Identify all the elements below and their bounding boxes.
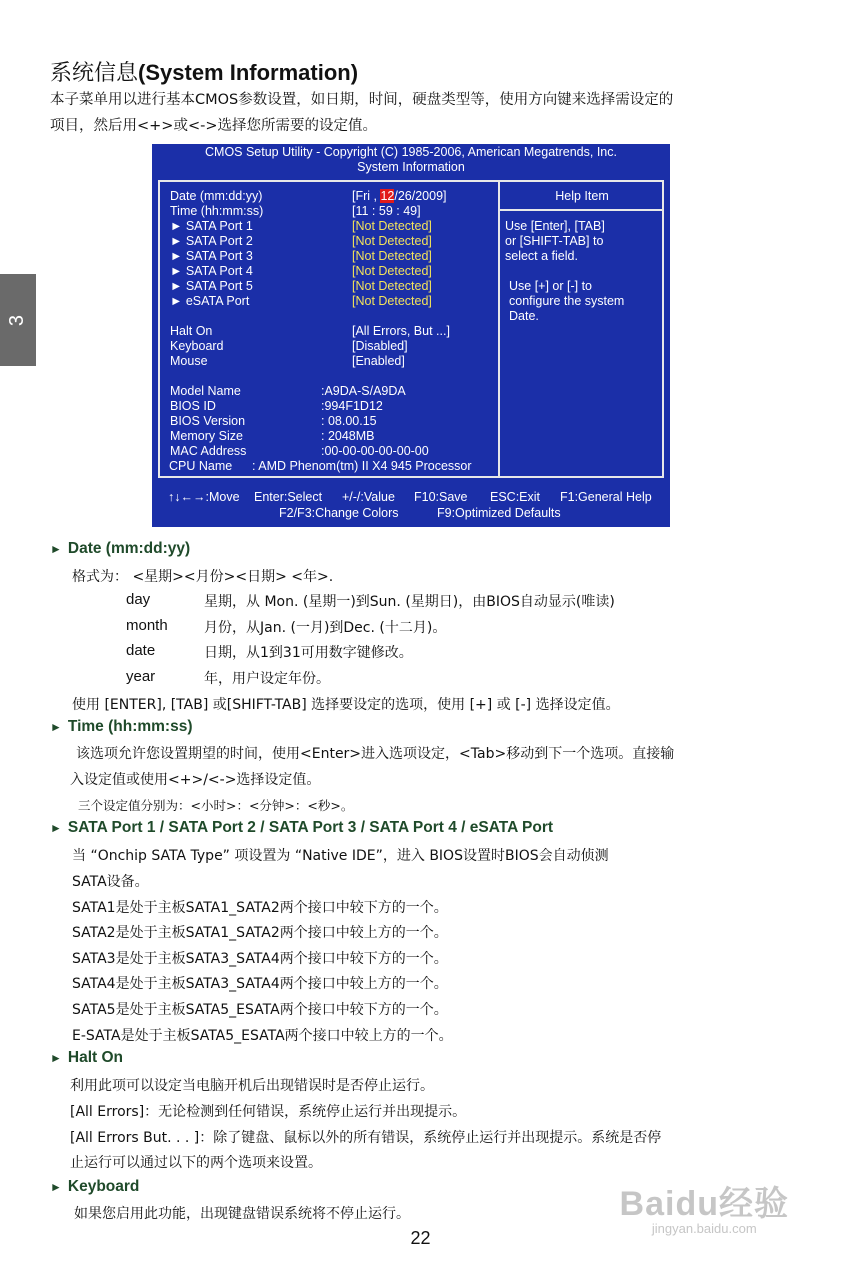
section-halt-title: [50, 1049, 123, 1067]
bullet-triangle-icon: ►: [50, 720, 62, 734]
halt-desc-line: 止运行可以通过以下的两个选项来设置。: [70, 1155, 322, 1171]
term-day: [126, 591, 150, 608]
section-title-text: Halt On: [67, 1049, 124, 1066]
term-day-label: day: [126, 591, 151, 608]
bullet-triangle-icon: ►: [50, 1051, 62, 1065]
sata-port-2-label[interactable]: ► SATA Port 2: [170, 234, 253, 248]
date-month-selected[interactable]: 12: [380, 189, 395, 203]
bios-copyright: CMOS Setup Utility - Copyright (C) 1985-2006, American Megatrends, Inc.: [205, 145, 617, 159]
sata-port-5-label[interactable]: ► SATA Port 5: [170, 279, 253, 293]
halt-desc-line: [All Errors]：无论检测到任何错误，系统停止运行并出现提示。: [70, 1104, 467, 1120]
mouse-label: Mouse: [170, 354, 208, 368]
section-title-text: SATA Port 1 / SATA Port 2 / SATA Port 3 / SATA Port 4 / eSATA Port: [67, 819, 554, 836]
help-line: select a field.: [505, 249, 578, 263]
mac-address-label: MAC Address: [170, 444, 247, 458]
sata-port-5-value: [Not Detected]: [352, 279, 432, 293]
bios-version-value: : 08.00.15: [321, 414, 377, 428]
date-weekday: [Fri ,: [352, 189, 381, 203]
help-title: Help Item: [555, 189, 609, 203]
help-line: Use [+] or [-] to: [509, 279, 593, 293]
section-date-title: [50, 540, 190, 558]
sata-port-4-value: [Not Detected]: [352, 264, 432, 278]
chapter-tab: [0, 274, 36, 366]
esata-port-value: [Not Detected]: [352, 294, 432, 308]
term-date: [126, 642, 155, 659]
date-value[interactable]: [352, 189, 447, 204]
section-time-title: [50, 718, 192, 736]
keyboard-label: Keyboard: [170, 339, 224, 353]
bios-screen-title: System Information: [357, 160, 465, 174]
key-change-colors: F2/F3:Change Colors: [279, 506, 399, 520]
mac-address-value: :00-00-00-00-00-00: [321, 444, 429, 458]
key-select: Enter:Select: [254, 490, 323, 504]
sata-item: E-SATA是处于主板SATA5_ESATA两个接口中较上方的一个。: [72, 1028, 453, 1044]
term-month-label: month: [126, 617, 168, 634]
watermark-brand: Baidu经验: [619, 1185, 789, 1223]
section-title-text: Date (mm:dd:yy): [67, 540, 191, 557]
page-title: [50, 56, 358, 87]
help-line: Use [Enter], [TAB]: [505, 219, 605, 233]
halt-desc-line: [All Errors But. . . ]：除了键盘、鼠标以外的所有错误，系统停止运行并出现提示。系统是否停: [70, 1130, 662, 1146]
sata-port-3-label[interactable]: ► SATA Port 3: [170, 249, 253, 263]
intro-line: 项目，然后用<+>或<->选择您所需要的设定值。: [50, 118, 377, 134]
term-year-label: year: [126, 668, 156, 685]
sata-port-2-value: [Not Detected]: [352, 234, 432, 248]
sata-desc-line: SATA设备。: [72, 874, 149, 890]
bullet-triangle-icon: ►: [50, 542, 62, 556]
bios-main-panel: [158, 180, 664, 478]
watermark: [620, 1176, 789, 1236]
halt-on-value[interactable]: [All Errors, But ...]: [352, 324, 450, 338]
help-line: Date.: [509, 309, 539, 323]
intro-line: 本子菜单用以进行基本CMOS参数设置，如日期，时间，硬盘类型等，使用方向键来选择需设定的: [50, 92, 674, 108]
sata-desc-line: 当 “Onchip SATA Type” 项设置为 “Native IDE”，进入 BIOS设置时BIOS会自动侦测: [72, 848, 609, 864]
key-move: ↑↓←→:Move: [168, 490, 240, 504]
date-day-year: /26/2009]: [394, 189, 447, 203]
chapter-number: 3: [6, 314, 29, 326]
title-en: (System Information): [138, 60, 359, 85]
model-name-label: Model Name: [170, 384, 241, 398]
bios-screen: [152, 144, 670, 527]
sata-item: SATA3是处于主板SATA3_SATA4两个接口中较下方的一个。: [72, 951, 448, 967]
help-line: or [SHIFT-TAB] to: [505, 234, 604, 248]
bios-header: [152, 145, 670, 175]
section-sata-title: [50, 819, 553, 837]
esata-port-label[interactable]: ► eSATA Port: [170, 294, 250, 308]
term-day-desc: 星期，从 Mon. (星期一)到Sun. (星期日)，由BIOS自动显示(唯读): [204, 594, 615, 610]
memory-size-value: : 2048MB: [321, 429, 375, 443]
time-label: Time (hh:mm:ss): [170, 204, 264, 218]
halt-on-label: Halt On: [170, 324, 213, 338]
memory-size-label: Memory Size: [170, 429, 243, 443]
term-year: [126, 668, 155, 685]
bios-id-label: BIOS ID: [170, 399, 216, 413]
halt-desc-line: 利用此项可以设定当电脑开机后出现错误时是否停止运行。: [70, 1078, 434, 1094]
model-name-value: :A9DA-S/A9DA: [321, 384, 406, 398]
bullet-triangle-icon: ►: [50, 821, 62, 835]
cpu-name-value: : AMD Phenom(tm) II X4 945 Processor: [252, 459, 472, 473]
section-keyboard-title: [50, 1178, 139, 1196]
key-save: F10:Save: [414, 490, 468, 504]
term-month: [126, 617, 168, 634]
sata-item: SATA1是处于主板SATA1_SATA2两个接口中较下方的一个。: [72, 900, 448, 916]
key-exit: ESC:Exit: [490, 490, 541, 504]
intro-paragraph: [50, 87, 795, 139]
panel-divider: [498, 182, 500, 476]
time-desc-line: 入设定值或使用<+>/<->选择设定值。: [70, 772, 321, 788]
key-value: +/-/:Value: [342, 490, 395, 504]
section-title-text: Keyboard: [67, 1178, 140, 1195]
keyboard-value[interactable]: [Disabled]: [352, 339, 408, 353]
sata-port-1-label[interactable]: ► SATA Port 1: [170, 219, 253, 233]
title-cn: 系统信息: [50, 61, 139, 86]
keyboard-desc-line: 如果您启用此功能，出现键盘错误系统将不停止运行。: [74, 1206, 410, 1222]
sata-item: SATA4是处于主板SATA3_SATA4两个接口中较上方的一个。: [72, 976, 448, 992]
help-divider: [500, 209, 664, 211]
bios-id-value: :994F1D12: [321, 399, 383, 413]
time-desc-line: 三个设定值分别为：<小时>：<分钟>：<秒>。: [78, 798, 354, 813]
sata-item: SATA5是处于主板SATA5_ESATA两个接口中较下方的一个。: [72, 1002, 448, 1018]
sata-port-3-value: [Not Detected]: [352, 249, 432, 263]
key-general-help: F1:General Help: [560, 490, 652, 504]
term-date-label: date: [126, 642, 156, 659]
date-format: 格式为： <星期><月份><日期> <年>.: [72, 569, 334, 585]
time-value[interactable]: [11 : 59 : 49]: [352, 204, 421, 218]
watermark-url: jingyan.baidu.com: [651, 1221, 757, 1236]
section-title-text: Time (hh:mm:ss): [67, 718, 193, 735]
mouse-value[interactable]: [Enabled]: [352, 354, 405, 368]
date-label: Date (mm:dd:yy): [170, 189, 263, 203]
sata-item: SATA2是处于主板SATA1_SATA2两个接口中较上方的一个。: [72, 925, 448, 941]
time-desc-line: 该选项允许您设置期望的时间，使用<Enter>进入选项设定，<Tab>移动到下一个选项。直接输: [76, 746, 675, 762]
sata-port-4-label[interactable]: ► SATA Port 4: [170, 264, 253, 278]
term-year-desc: 年，用户设定年份。: [204, 671, 330, 687]
bullet-triangle-icon: ►: [50, 1180, 62, 1194]
page-number: 22: [410, 1228, 431, 1248]
cpu-name-label: CPU Name: [169, 459, 233, 473]
term-date-desc: 日期，从1到31可用数字键修改。: [204, 645, 413, 661]
term-month-desc: 月份，从Jan. (一月)到Dec. (十二月)。: [204, 620, 447, 636]
bios-version-label: BIOS Version: [170, 414, 246, 428]
sata-port-1-value: [Not Detected]: [352, 219, 432, 233]
key-optimized-defaults: F9:Optimized Defaults: [437, 506, 561, 520]
help-line: configure the system: [509, 294, 625, 308]
date-usage: 使用 [ENTER], [TAB] 或[SHIFT-TAB] 选择要设定的选项，使用 [+] 或 [-] 选择设定值。: [72, 697, 620, 713]
